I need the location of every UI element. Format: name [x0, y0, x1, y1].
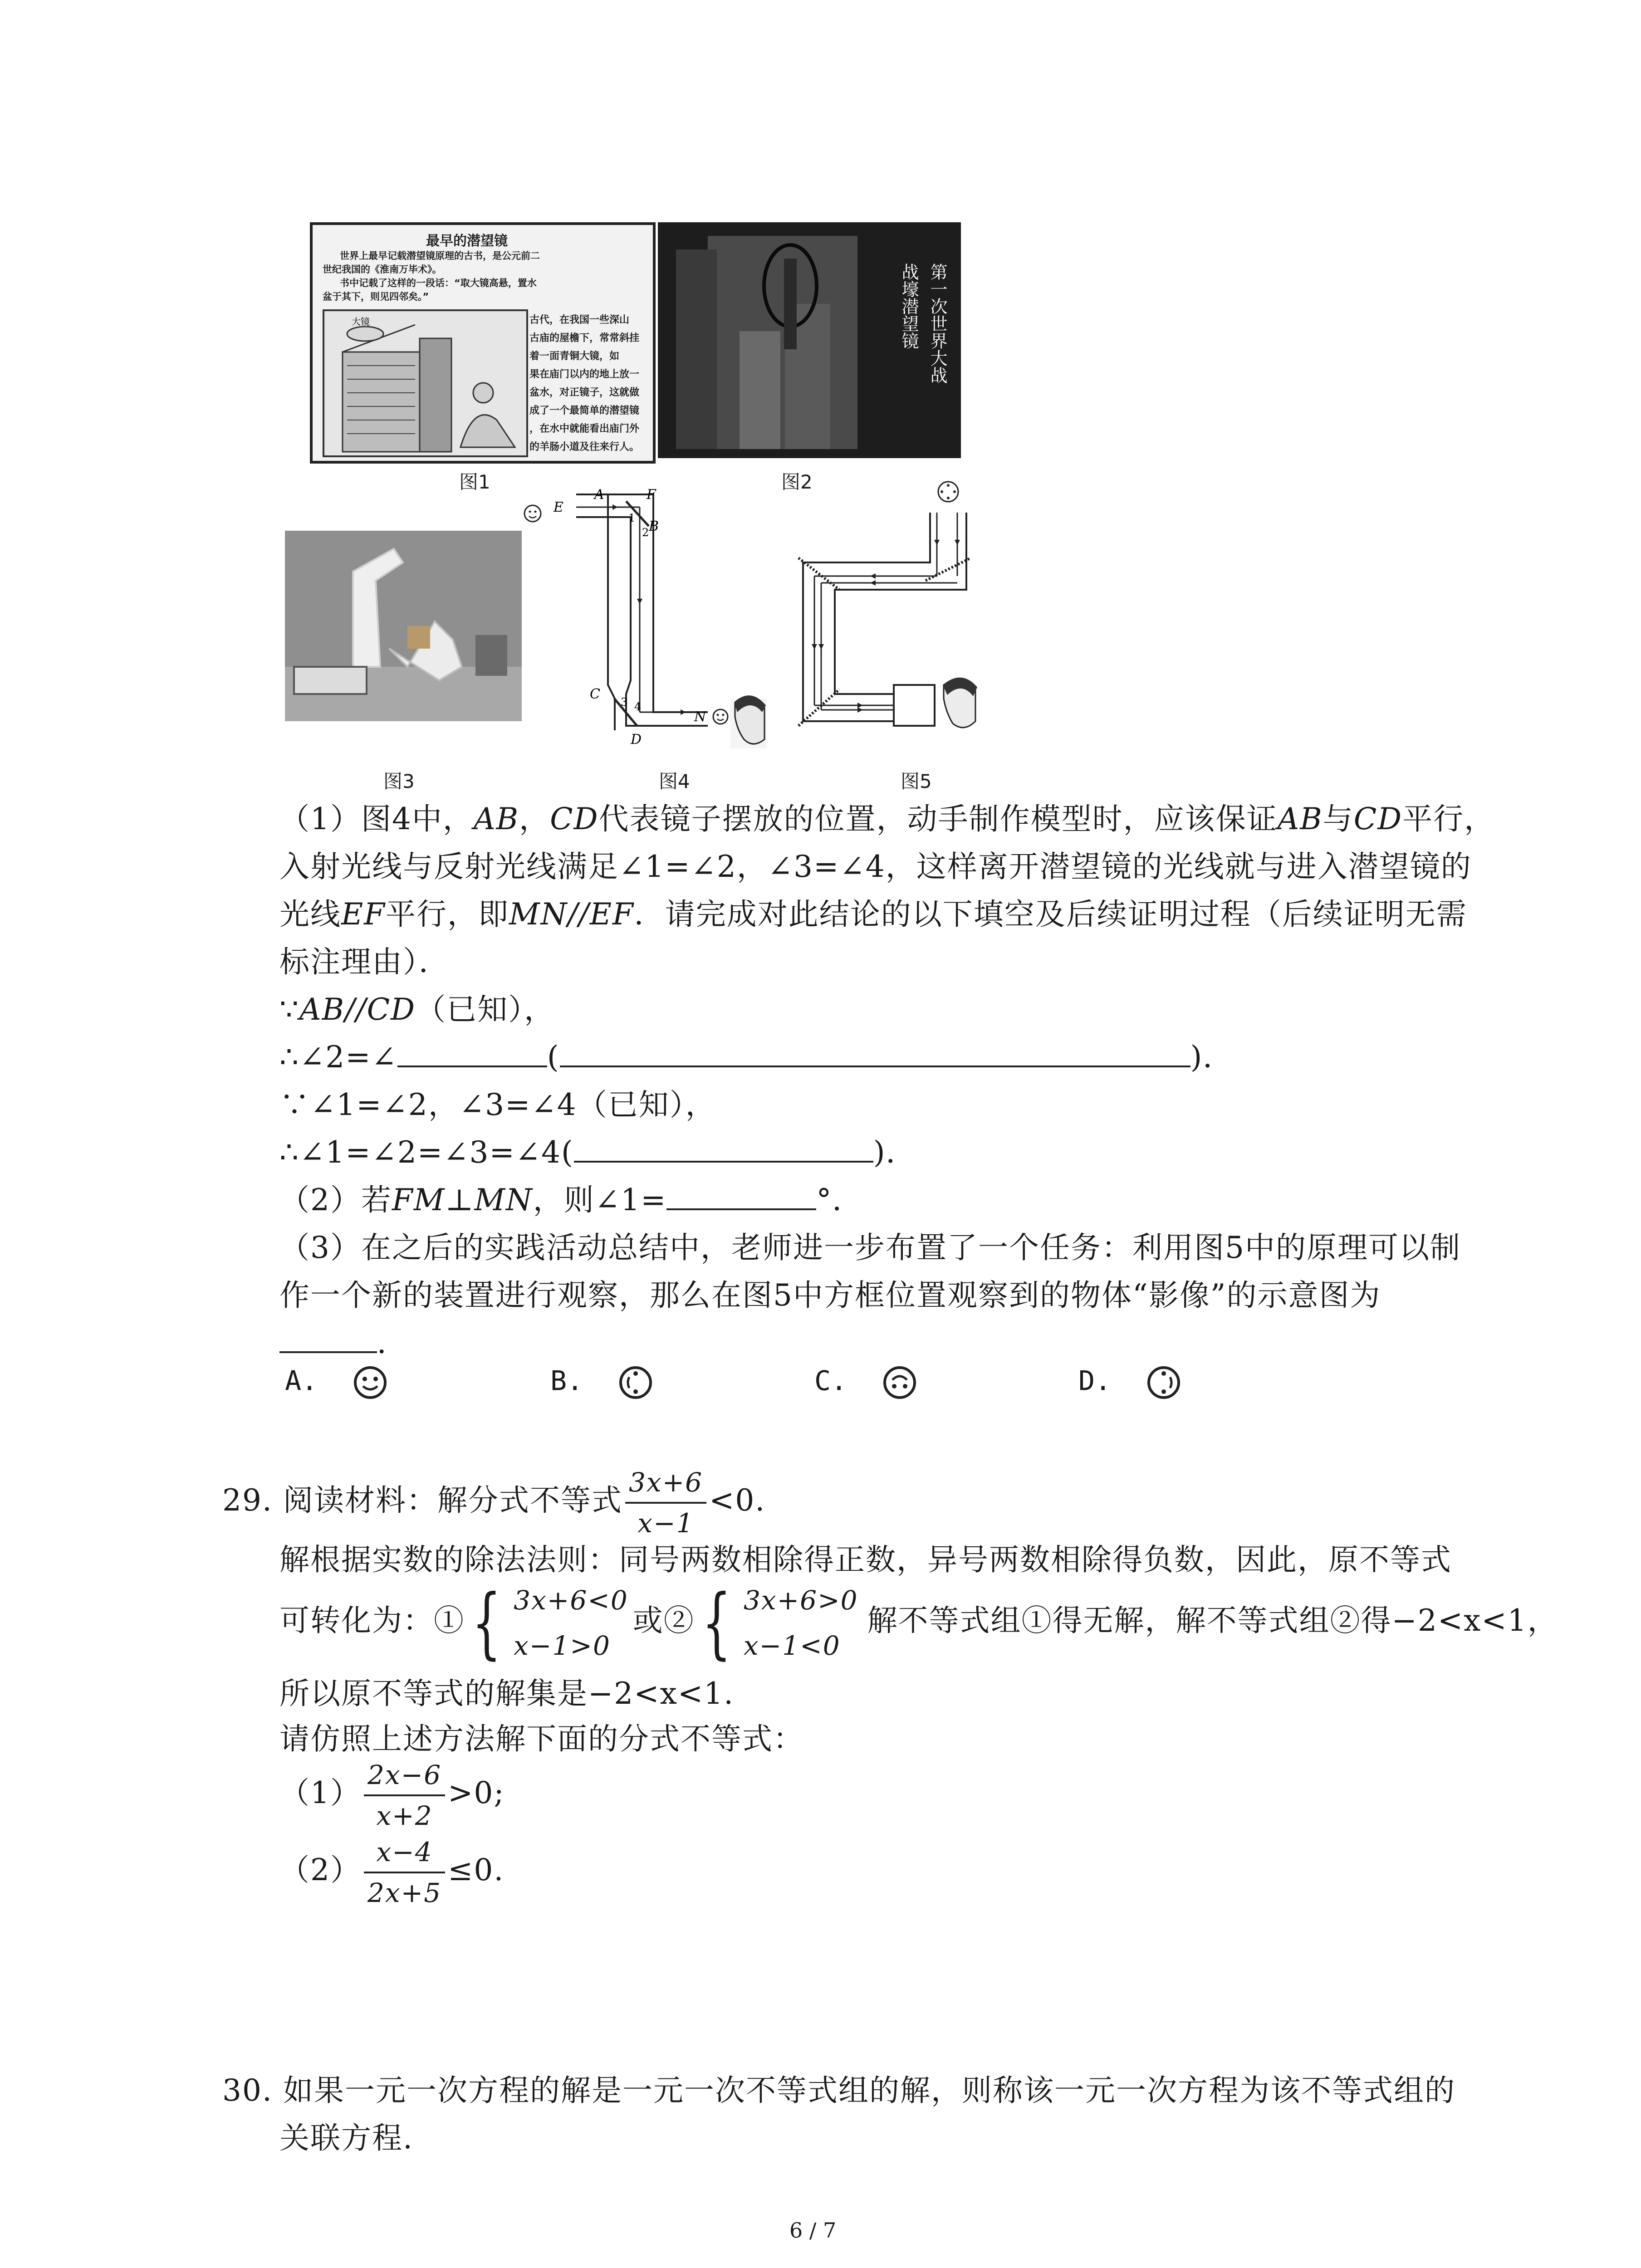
figure-5 — [789, 472, 980, 735]
proof-step-2: ∴∠2=∠ ( )． — [279, 1033, 1234, 1076]
proof-step-3: ∵∠1=∠2，∠3=∠4（已知）， — [279, 1087, 716, 1122]
smiley-face-icon — [352, 1364, 388, 1401]
q28-part1-line3: 光线EF平行，即MN//EF．请完成对此结论的以下填空及后续证明过程（后续证明无需 — [279, 897, 1467, 932]
answer-blank-angle-1[interactable] — [666, 1181, 816, 1210]
q30-line2: 关联方程. — [279, 2121, 413, 2156]
answer-blank-choice[interactable] — [279, 1324, 377, 1353]
q28-part1-line2: 入射光线与反射光线满足∠1=∠2，∠3=∠4，这样离开潜望镜的光线就与进入潜望镜的 — [279, 849, 1472, 884]
q28-part3-line3: ． — [279, 1319, 408, 1362]
q28-part1-line4: 标注理由）． — [279, 944, 450, 979]
answer-blank-reason-2[interactable] — [574, 1134, 873, 1163]
label-3: 3 — [621, 696, 628, 709]
label-2: 2 — [642, 526, 649, 539]
figure-3-caption: 图3 — [383, 770, 415, 792]
temple-illustration — [324, 311, 526, 455]
option-A[interactable]: A. — [285, 1364, 388, 1401]
label-E: E — [554, 499, 563, 515]
q28-part3-line1: （3）在之后的实践活动总结中，老师进一步布置了一个任务：利用图5中的原理可以制 — [279, 1230, 1461, 1265]
q29-heading: 29. 阅读材料：解分式不等式 $\frac{3x+6}{x-1}$ <0. — [222, 1463, 765, 1543]
figure-1-caption: 图1 — [459, 471, 490, 493]
label-A: A — [594, 487, 604, 503]
periscope-diagram — [517, 485, 771, 758]
q29-line4: 所以原不等式的解集是−2<x<1. — [279, 1676, 735, 1711]
figure-4 — [517, 485, 771, 758]
label-1: 1 — [628, 512, 636, 524]
q28-part1-line1: （1）图4中，AB，CD代表镜子摆放的位置，动手制作模型时，应该保证AB与CD平行， — [279, 802, 1495, 836]
figure-4-caption: 图4 — [659, 770, 690, 792]
figure-2-vertical-text: 第一次世界大战 战壕潜望镜 — [899, 263, 947, 384]
q29-line5: 请仿照上述方法解下面的分式不等式： — [279, 1721, 804, 1756]
figure-5-caption: 图5 — [901, 770, 932, 792]
proof-step-4: ∴∠1=∠2=∠3=∠4( )． — [279, 1128, 917, 1171]
q29-sub2: （2） $\frac{x-4}{2x+5}$ ≤0. — [279, 1833, 504, 1912]
proof-step-1: ∵AB//CD（已知）， — [279, 992, 555, 1027]
q30-line1: 30. 如果一元一次方程的解是一元一次不等式组的解，则称该一元一次方程为该不等式组的 — [222, 2073, 1455, 2108]
option-B[interactable]: B. — [550, 1364, 654, 1401]
fraction: $\frac{3x+6}{x-1}$ — [625, 1463, 706, 1543]
figure-2-caption: 图2 — [781, 471, 813, 493]
label-4: 4 — [634, 700, 642, 713]
periscope-diagram-5 — [789, 472, 980, 735]
figure-1-text: 书中记载了这样的一段话：“取大镜高悬，置水 — [340, 278, 537, 288]
q29-sub1: （1） $\frac{2x-6}{x+2}$ >0; — [279, 1755, 505, 1835]
periscope-model-photo — [285, 531, 522, 721]
q29-line3: 可转化为：①{ 3x+6<0 x−1>0 或②{ 3x+6>0 x−1<0 解不等式组①得无解，解不等式组②得−2<x<1， — [279, 1578, 1558, 1668]
option-D[interactable]: D. — [1078, 1364, 1182, 1401]
label-N: N — [694, 709, 706, 725]
figure-1-label: 大镜 — [352, 316, 370, 327]
face-left-rotated-icon — [1146, 1364, 1182, 1401]
figure-1-title: 最早的潜望镜 — [426, 233, 508, 249]
label-D: D — [631, 732, 642, 748]
figure-1-side-text: 古代，在我国一些深山 古庙的屋檐下，常常斜挂 着一面青铜大镜，如 果在庙门以内的地上放一 盆水，对正镜子，这就做 成了一个最简单的潜望镜 ，在水中就能看出庙门外 的羊肠小道及往来行人。 — [529, 314, 640, 453]
observation-box — [894, 685, 935, 726]
figure-1-text: 世界上最早记载潜望镜原理的古书，是公元前二 — [340, 250, 540, 261]
q28-part2: （2）若FM⊥MN，则∠1= °． — [279, 1176, 863, 1219]
q28-part3-line2: 作一个新的装置进行观察，那么在图5中方框位置观察到的物体“影像”的示意图为 — [279, 1278, 1381, 1313]
figure-1-illustration — [323, 309, 528, 457]
label-B: B — [649, 518, 659, 534]
figure-1 — [310, 222, 656, 464]
option-C[interactable]: C. — [814, 1364, 918, 1401]
figure-2 — [658, 222, 961, 458]
page-number: 6 / 7 — [789, 2218, 837, 2243]
figure-1-text: 盆于其下，则见四邻矣。” — [323, 291, 429, 302]
answer-blank-reason[interactable] — [560, 1038, 1190, 1067]
figure-1-text: 世纪我国的《淮南万毕术》。 — [323, 264, 442, 275]
label-C: C — [590, 686, 600, 702]
face-right-rotated-icon — [617, 1364, 654, 1401]
label-F: F — [647, 487, 656, 503]
q29-line2: 解根据实数的除法法则：同号两数相除得正数，异号两数相除得负数，因此，原不等式 — [279, 1542, 1452, 1577]
answer-blank-angle[interactable] — [397, 1038, 547, 1067]
figure-3 — [285, 531, 522, 721]
frowny-face-icon — [882, 1364, 918, 1401]
